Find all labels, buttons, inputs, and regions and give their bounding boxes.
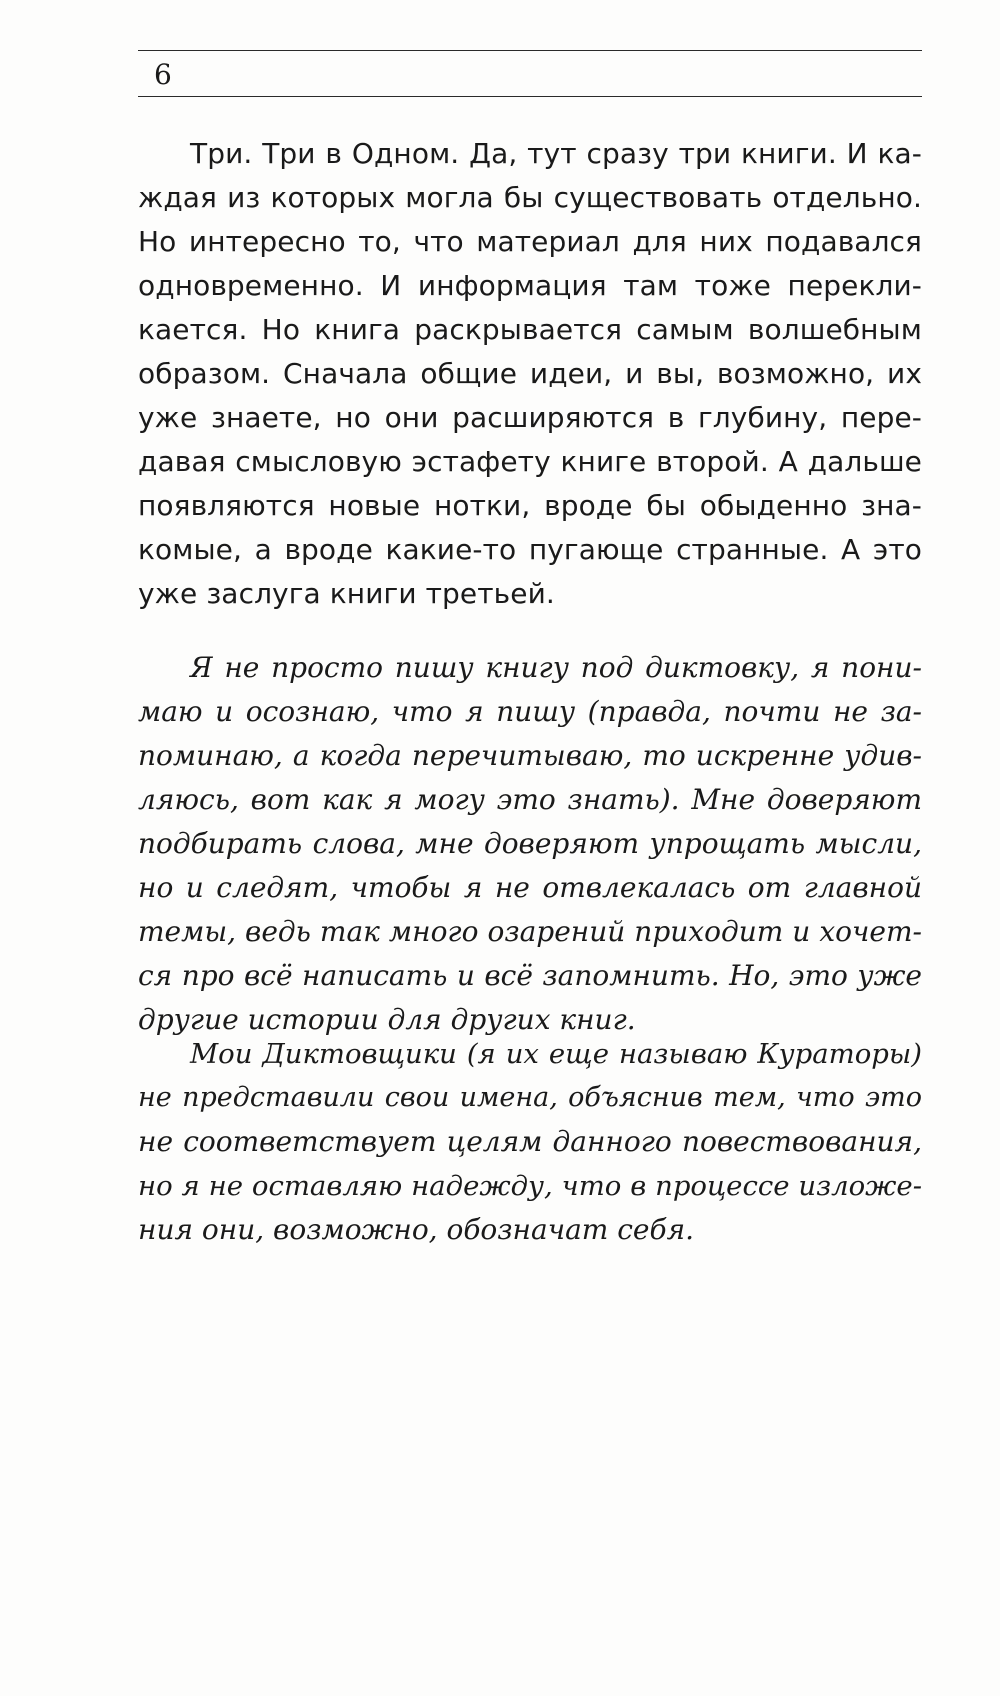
header-rule-top	[138, 50, 922, 51]
text-line: ся про всё написать и всё запомнить. Но, это уже	[138, 959, 922, 992]
paragraph-regular	[138, 132, 922, 616]
text-line: ния они, возможно, обозначат себя.	[138, 1213, 695, 1246]
text-line: образом. Сначала общие идеи, и вы, возможно, их	[138, 357, 922, 390]
text-line: другие истории для других книг.	[138, 1003, 636, 1036]
text-line: кается. Но книга раскрывается самым волшебным	[138, 313, 922, 346]
paragraph-italic-2	[138, 1032, 922, 1252]
text-line: Три. Три в Одном. Да, тут сразу три книги. И ка-	[190, 137, 922, 170]
text-line: комые, а вроде какие-то пугающе странные. А это	[138, 533, 922, 566]
page-number: 6	[154, 58, 172, 91]
paragraph-italic-1	[138, 646, 922, 1042]
text-line: появляются новые нотки, вроде бы обыденно зна-	[138, 489, 922, 522]
text-line: не соответствует целям данного повествования,	[138, 1125, 922, 1158]
text-line: но я не оставляю надежду, что в процессе изложе-	[138, 1170, 922, 1202]
text-line: Мои Диктовщики (я их еще называю Кураторы)	[190, 1038, 922, 1070]
text-line: уже знаете, но они расширяются в глубину, пере-	[138, 401, 922, 434]
text-line: одновременно. И информация там тоже перекли-	[138, 269, 922, 302]
text-line: уже заслуга книги третьей.	[138, 577, 555, 610]
text-line: ляюсь, вот как я могу это знать). Мне доверяют	[138, 783, 922, 816]
text-line: Но интересно то, что материал для них подавался	[138, 225, 922, 258]
text-line: поминаю, а когда перечитываю, то искренне удив-	[138, 739, 922, 772]
text-line: Я не просто пишу книгу под диктовку, я пони-	[190, 651, 922, 684]
text-line: давая смысловую эстафету книге второй. А дальше	[138, 445, 922, 478]
text-line: но и следят, чтобы я не отвлекалась от главной	[138, 871, 922, 904]
text-line: темы, ведь так много озарений приходит и хочет-	[138, 915, 922, 948]
text-line: маю и осознаю, что я пишу (правда, почти не за-	[138, 695, 922, 728]
header-rule-bottom	[138, 96, 922, 97]
text-line: не представили свои имена, объяснив тем, что это	[138, 1082, 922, 1113]
text-line: ждая из которых могла бы существовать отдельно.	[138, 181, 922, 214]
text-line: подбирать слова, мне доверяют упрощать мысли,	[138, 827, 922, 860]
